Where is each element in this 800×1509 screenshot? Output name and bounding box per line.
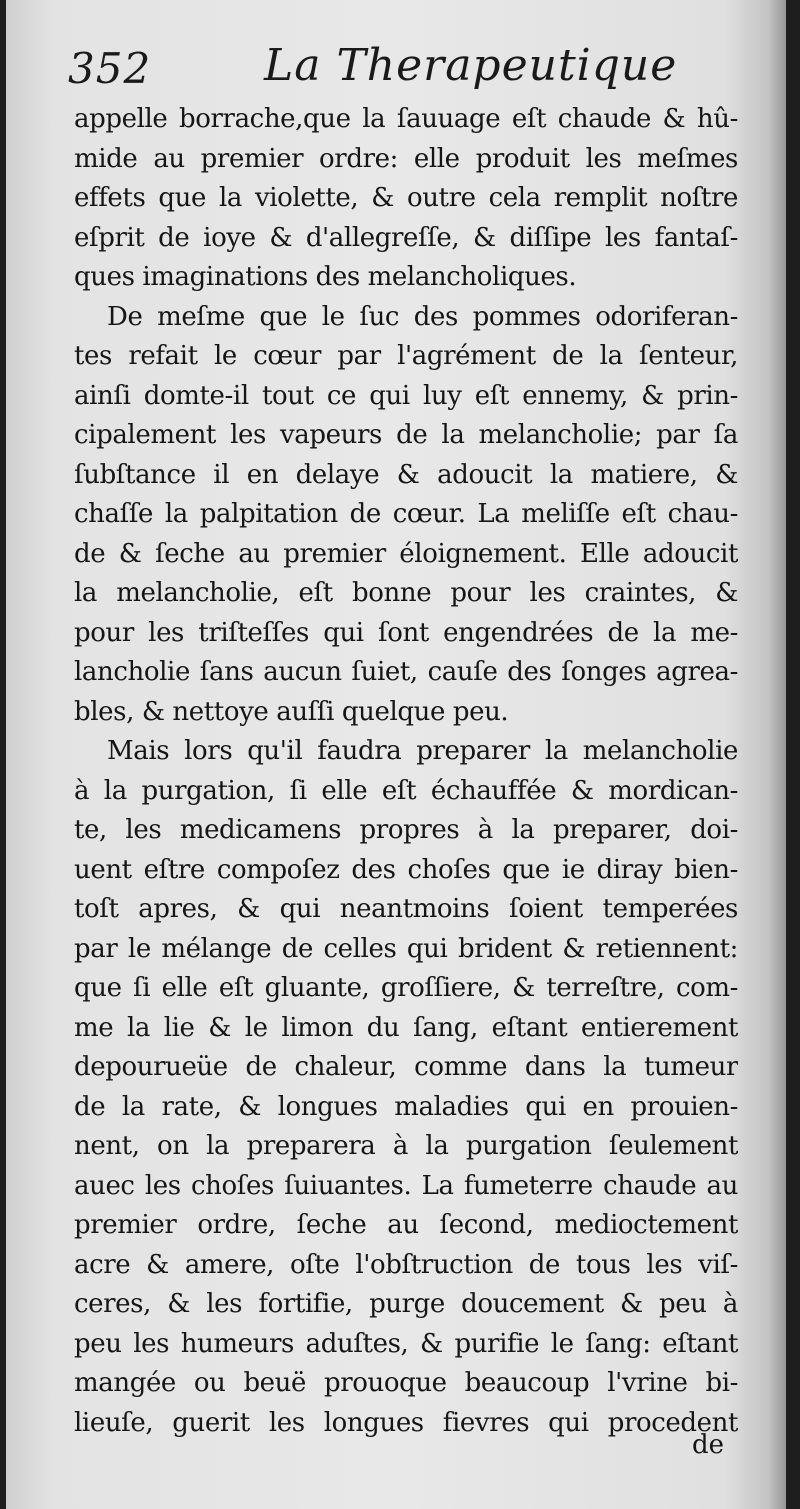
text-line: tes refait le cœur par l'agrément de la ſenteur, xyxy=(74,341,738,371)
text-line: lieuſe, guerit les longues fievres qui procedent xyxy=(74,1407,738,1438)
text-line: à la purgation, ſi elle eſt échauffée & mordican- xyxy=(74,775,738,806)
page-number: 352 xyxy=(68,44,152,93)
text-line: pour les triſteſſes qui ſont engendrées de la me- xyxy=(74,617,738,648)
text-line: te, les medicamens propres à la preparer, doi- xyxy=(74,815,738,845)
text-line: peu les humeurs aduſtes, & purifie le ſang: eſtant xyxy=(74,1328,738,1359)
text-line: mide au premier ordre: elle produit les meſmes xyxy=(74,143,738,174)
text-line: eſprit de ioye & d'allegreſſe, & diſſipe les fantaſ- xyxy=(74,222,738,253)
text-line: de & ſeche au premier éloignement. Elle adoucit xyxy=(74,538,738,569)
book-page xyxy=(6,0,786,1509)
text-line: ques imaginations des melancholiques. xyxy=(74,262,577,292)
text-line: auec les choſes ſuiuantes. La fumeterre chaude au xyxy=(74,1170,738,1201)
text-line: par le mélange de celles qui brident & retiennent: xyxy=(74,933,738,964)
text-line: lancholie ſans aucun ſuiet, cauſe des ſonges agrea- xyxy=(74,657,738,687)
page-header xyxy=(6,40,786,100)
text-line: bles, & nettoye auſſi quelque peu. xyxy=(74,696,509,727)
text-line: ainſi domte-il tout ce qui luy eſt ennemy, & prin- xyxy=(74,380,738,411)
text-line: appelle borrache,que la ſauuage eſt chaude & hû- xyxy=(74,104,738,134)
text-line: effets que la violette, & outre cela remplit noſtre xyxy=(74,183,738,213)
text-line: uent eſtre compoſez des choſes que ie diray bien- xyxy=(74,854,738,885)
text-line: que ſi elle eſt gluante, groſſiere, & terreſtre, com- xyxy=(74,973,738,1003)
text-line: ſubſtance il en delaye & adoucit la matiere, & xyxy=(74,459,738,490)
running-title: La Therapeutique xyxy=(264,40,678,91)
text-line: De meſme que le ſuc des pommes odoriferan- xyxy=(107,301,738,332)
body-text xyxy=(74,100,738,1443)
text-line: de la rate, & longues maladies qui en prouien- xyxy=(74,1091,738,1122)
text-line: ceres, & les fortifie, purge doucement & peu à xyxy=(74,1289,738,1319)
text-line: premier ordre, ſeche au ſecond, medioctement xyxy=(74,1210,738,1240)
catchword: de xyxy=(691,1430,724,1460)
text-line: depourueüe de chaleur, comme dans la tumeur xyxy=(74,1052,738,1082)
text-line: Mais lors qu'il faudra preparer la melancholie xyxy=(107,736,738,766)
text-line: chaſſe la palpitation de cœur. La meliſſe eſt chau- xyxy=(74,499,738,529)
text-line: la melancholie, eſt bonne pour les craintes, & xyxy=(74,578,738,608)
text-line: toſt apres, & qui neantmoins ſoient temperées xyxy=(74,894,738,924)
text-line: cipalement les vapeurs de la melancholie; par ſa xyxy=(74,420,738,450)
text-line: mangée ou beuë prouoque beaucoup l'vrine bi- xyxy=(74,1368,738,1398)
text-line: me la lie & le limon du ſang, eſtant entierement xyxy=(74,1012,738,1043)
text-line: nent, on la preparera à la purgation ſeulement xyxy=(74,1131,738,1161)
text-line: acre & amere, oſte l'obſtruction de tous les viſ- xyxy=(74,1249,738,1280)
